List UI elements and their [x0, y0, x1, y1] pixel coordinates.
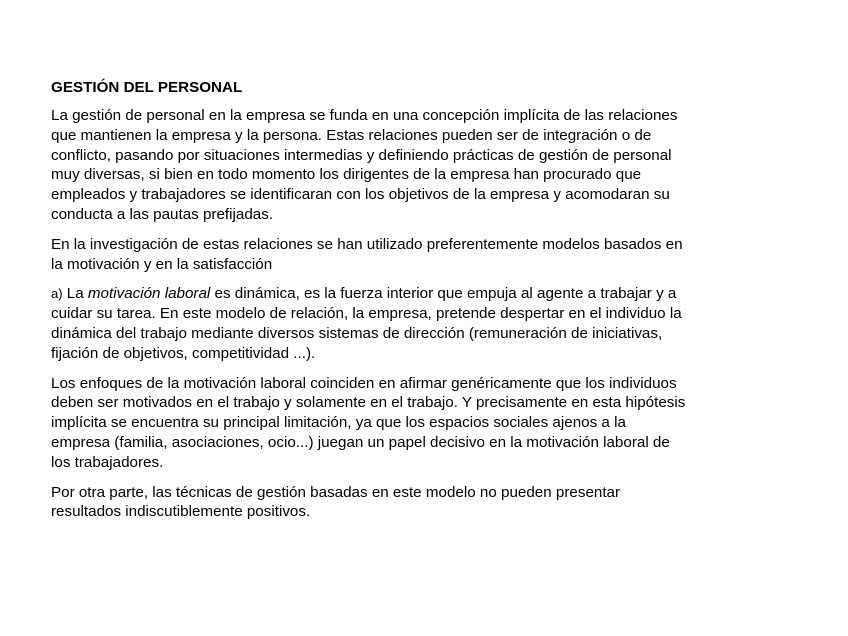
paragraph-3-line-1-post: es dinámica, es la fuerza interior que empuja al agente a trabajar y a — [210, 285, 677, 303]
paragraph-4-line-3: implícita se encuentra su principal limitación, ya que los espacios sociales ajenos a la — [51, 414, 626, 432]
paragraph-4 — [51, 374, 751, 473]
document-title: GESTIÓN DEL PERSONAL — [51, 79, 243, 96]
paragraph-2 — [51, 235, 751, 275]
paragraph-3-line-4: fijación de objetivos, competitividad ...). — [51, 344, 316, 362]
paragraph-5-line-1: Por otra parte, las técnicas de gestión basadas en este modelo no pueden presentar — [51, 483, 621, 501]
paragraph-3-line-2: cuidar su tarea. En este modelo de relación, la empresa, pretende despertar en el individuo la — [51, 305, 682, 323]
paragraph-5 — [51, 483, 751, 523]
paragraph-4-line-4: empresa (familia, asociaciones, ocio...) juegan un papel decisivo en la motivación laboral de — [51, 433, 670, 451]
paragraph-1-line-4: muy diversas, si bien en todo momento los dirigentes de la empresa han procurado que — [51, 166, 642, 184]
paragraph-2-line-2: la motivación y en la satisfacción — [51, 255, 273, 273]
document-page — [51, 78, 751, 532]
paragraph-3-line-3: dinámica del trabajo mediante diversos sistemas de dirección (remuneración de iniciativas, — [51, 324, 663, 342]
paragraph-2-line-1: En la investigación de estas relaciones se han utilizado preferentemente modelos basados en — [51, 235, 683, 253]
paragraph-1-line-1: La gestión de personal en la empresa se funda en una concepción implícita de las relaciones — [51, 107, 678, 124]
paragraph-3-line-1-pre: La — [62, 285, 88, 303]
paragraph-3 — [51, 284, 751, 363]
paragraph-4-line-2: deben ser motivados en el trabajo y solamente en el trabajo. Y precisamente en esta hipótesis — [51, 394, 686, 412]
paragraph-5-line-2: resultados indiscutiblemente positivos. — [51, 503, 311, 521]
paragraph-1-line-3: conflicto, pasando por situaciones intermedias y definiendo prácticas de gestión de personal — [51, 146, 672, 164]
paragraph-1-line-5: empleados y trabajadores se identificaran con los objetivos de la empresa y acomodaran su — [51, 186, 670, 204]
paragraph-3-emphasis: motivación laboral — [87, 285, 211, 303]
paragraph-4-line-1: Los enfoques de la motivación laboral coinciden en afirmar genéricamente que los individuos — [51, 374, 677, 392]
paragraph-1 — [51, 106, 751, 225]
paragraph-1-line-6: conducta a las pautas prefijadas. — [51, 205, 274, 223]
list-marker: a) — [51, 286, 63, 302]
paragraph-1-line-2: que mantienen la empresa y la persona. Estas relaciones pueden ser de integración o de — [51, 126, 652, 144]
paragraph-4-line-5: los trabajadores. — [51, 453, 164, 471]
